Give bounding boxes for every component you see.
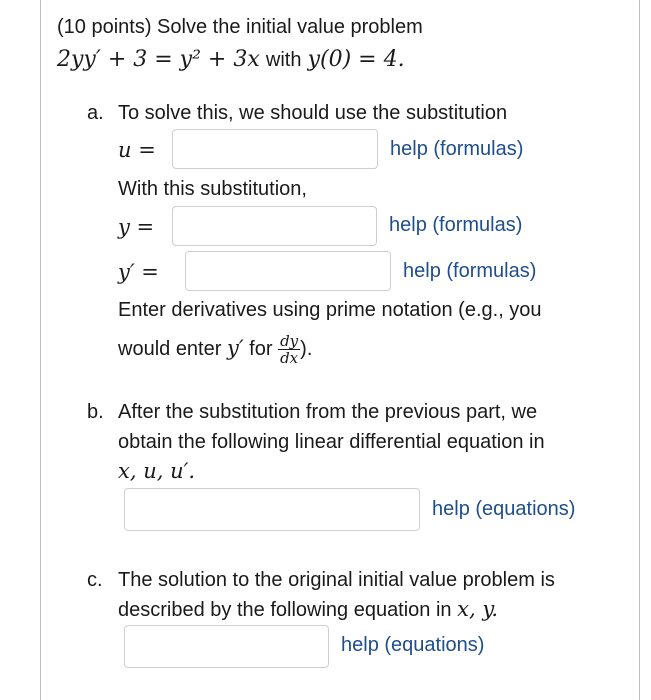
y-label: y = <box>118 215 155 239</box>
problem-with-label: with <box>265 49 302 71</box>
part-b-vars: x, u, u′. <box>118 459 196 483</box>
part-c-line2 <box>118 597 498 622</box>
note-end: ). <box>300 338 313 360</box>
note-for: for <box>249 338 273 360</box>
dy-dx-fraction <box>278 333 300 366</box>
problem-equation: 2yy′ + 3 = y² + 3x <box>57 47 260 72</box>
note-would-enter: would enter <box>118 338 222 360</box>
yprime-answer-input[interactable] <box>185 251 391 291</box>
u-label: u = <box>118 138 156 162</box>
part-c-equation-input[interactable] <box>124 625 329 668</box>
u-help-link[interactable]: help (formulas) <box>390 138 524 160</box>
part-c-vars: x, y. <box>457 597 499 621</box>
part-c-line1: The solution to the original initial value problem is <box>118 569 555 591</box>
part-b-line2: obtain the following linear differential equation in <box>118 431 545 453</box>
with-substitution-text: With this substitution, <box>118 178 307 200</box>
problem-equation-line <box>57 46 405 72</box>
part-b-marker: b. <box>87 401 104 423</box>
part-b-help-link[interactable]: help (equations) <box>432 498 576 520</box>
derivative-note-line2 <box>118 326 312 371</box>
y-answer-input[interactable] <box>172 206 377 246</box>
frac-numerator: dy <box>280 332 299 351</box>
part-c-marker: c. <box>87 569 103 591</box>
yprime-label: y′ = <box>118 260 159 284</box>
part-a-marker: a. <box>87 102 104 124</box>
problem-heading: (10 points) Solve the initial value problem <box>57 16 423 38</box>
part-a-intro: To solve this, we should use the substitution <box>118 102 508 124</box>
part-b-line1: After the substitution from the previous part, we <box>118 401 538 423</box>
initial-condition: y(0) = 4. <box>307 47 405 72</box>
part-c-help-link[interactable]: help (equations) <box>341 634 485 656</box>
u-answer-input[interactable] <box>172 129 378 169</box>
y-help-link[interactable]: help (formulas) <box>389 214 523 236</box>
note-yprime: y′ <box>226 336 244 360</box>
yprime-help-link[interactable]: help (formulas) <box>403 260 537 282</box>
frac-denominator: dx <box>280 349 299 368</box>
part-c-line2-text: described by the following equation in <box>118 599 452 621</box>
derivative-note-line1: Enter derivatives using prime notation (e.g., you <box>118 299 542 321</box>
part-b-equation-input[interactable] <box>124 488 420 531</box>
